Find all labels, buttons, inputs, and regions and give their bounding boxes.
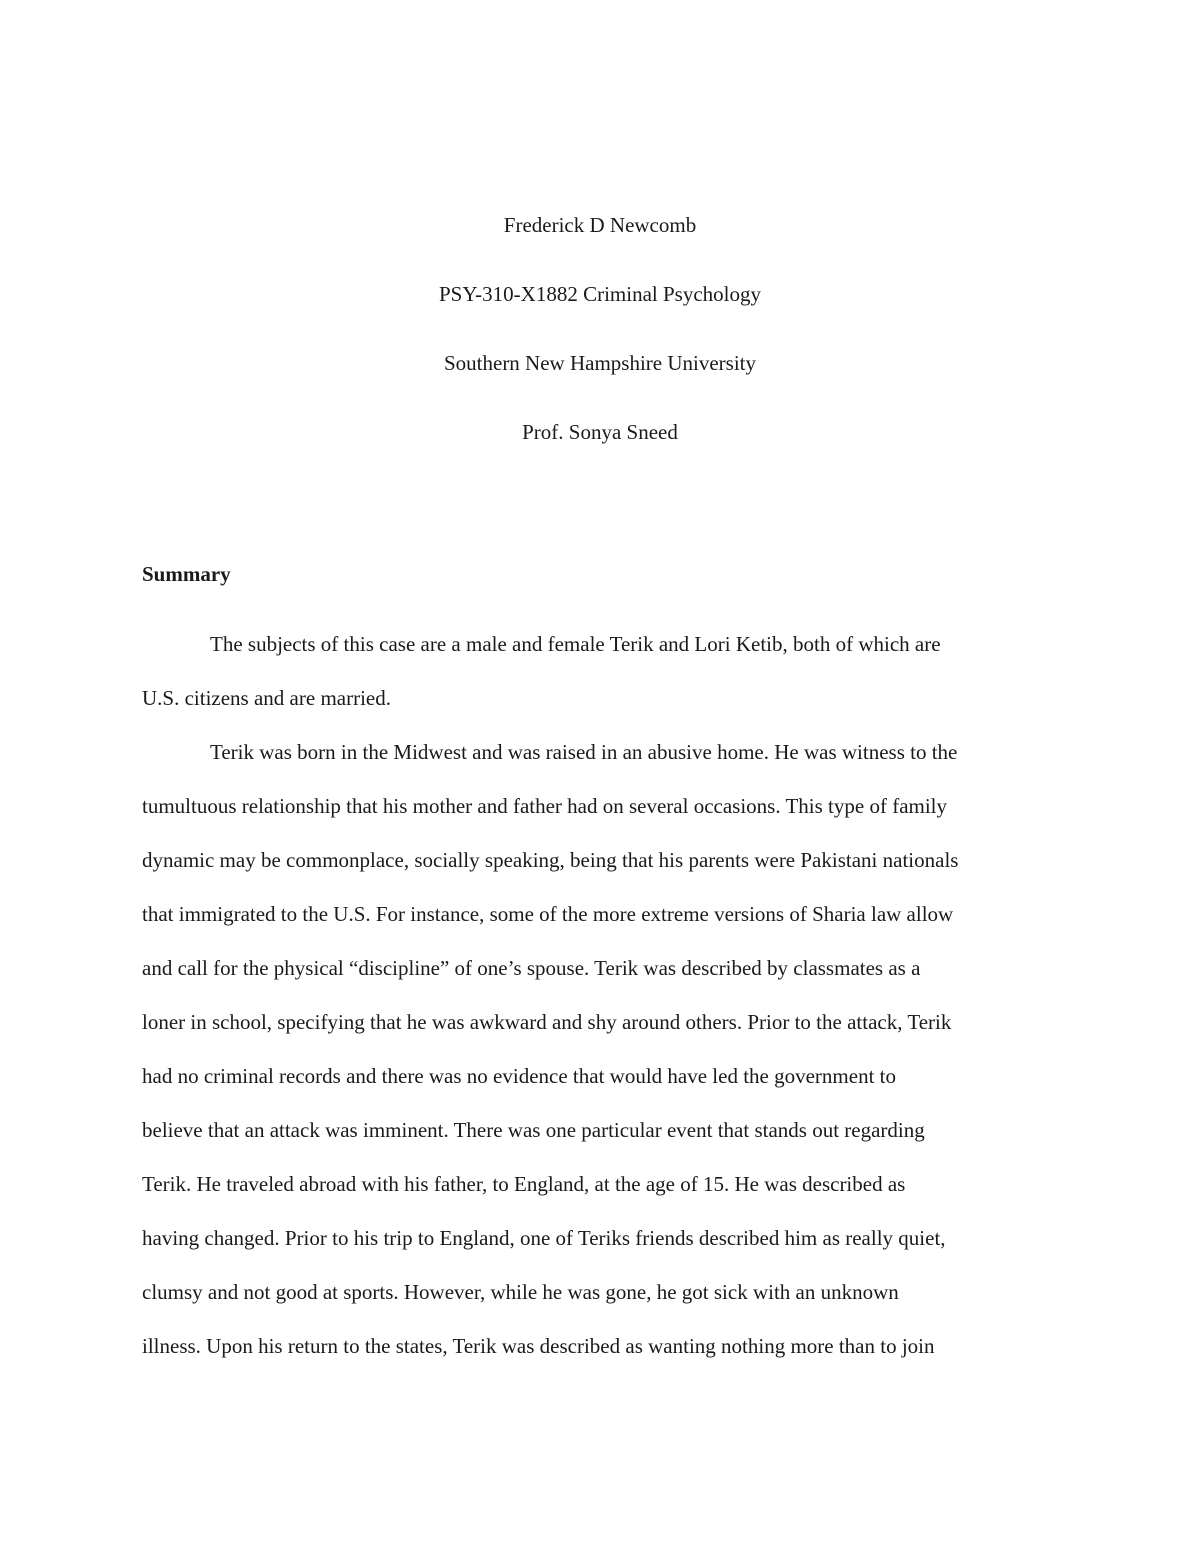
paragraph-line: illness. Upon his return to the states, Terik was described as wanting nothing more than to join: [142, 1334, 935, 1358]
paragraph-line: had no criminal records and there was no evidence that would have led the government to: [142, 1064, 896, 1088]
paragraph-line: Terik was born in the Midwest and was raised in an abusive home. He was witness to the: [210, 740, 958, 764]
section-heading: Summary: [142, 562, 231, 586]
paragraph-line: tumultuous relationship that his mother and father had on several occasions. This type of family: [142, 794, 948, 818]
paragraph-line: believe that an attack was imminent. There was one particular event that stands out regarding: [142, 1118, 925, 1142]
body-text: [142, 627, 1062, 1383]
paragraph-line: that immigrated to the U.S. For instance, some of the more extreme versions of Sharia law allow: [142, 902, 954, 926]
course-name: PSY-310-X1882 Criminal Psychology: [438, 282, 761, 306]
author-name: Frederick D Newcomb: [503, 213, 697, 237]
title-block: [0, 208, 1200, 484]
institution-name: Southern New Hampshire University: [443, 351, 757, 375]
paragraph-line: Terik. He traveled abroad with his father, to England, at the age of 15. He was described as: [142, 1172, 906, 1196]
paragraph-line: loner in school, specifying that he was awkward and shy around others. Prior to the attack, Terik: [142, 1010, 952, 1034]
paragraph-line: The subjects of this case are a male and female Terik and Lori Ketib, both of which are: [210, 632, 941, 656]
paragraph-line: and call for the physical “discipline” of one’s spouse. Terik was described by classmates as a: [142, 956, 921, 980]
paragraph-line: having changed. Prior to his trip to England, one of Teriks friends described him as really quiet,: [142, 1226, 946, 1250]
paragraph-line: clumsy and not good at sports. However, while he was gone, he got sick with an unknown: [142, 1280, 899, 1304]
paragraph-line: dynamic may be commonplace, socially speaking, being that his parents were Pakistani nationals: [142, 848, 959, 872]
paragraph-line: U.S. citizens and are married.: [142, 686, 391, 710]
instructor-name: Prof. Sonya Sneed: [522, 420, 678, 444]
